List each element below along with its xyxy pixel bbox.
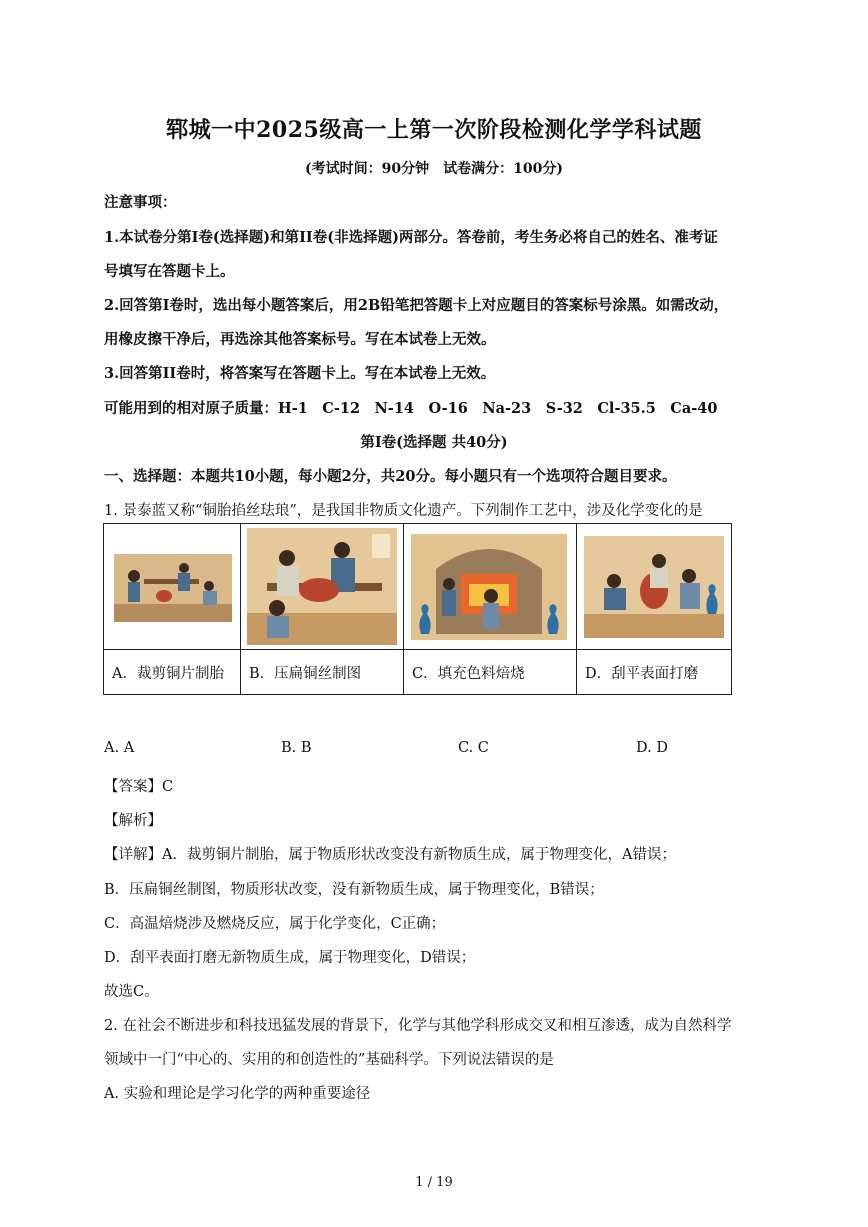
note-1-line-2: 号填写在答题卡上。 bbox=[104, 263, 235, 280]
detail-line-1: 【详解】A．裁剪铜片制胎，属于物质形状改变没有新物质生成，属于物理变化，A错误； bbox=[104, 847, 676, 863]
option-d-caption: D．刮平表面打磨 bbox=[577, 650, 732, 695]
note-2-line-2: 用橡皮擦干净后，再选涂其他答案标号。写在本试卷上无效。 bbox=[104, 331, 496, 348]
detail-line-4: D．刮平表面打磨无新物质生成，属于物理变化，D错误； bbox=[104, 950, 476, 966]
section-1-heading: 第I卷(选择题 共40分) bbox=[360, 434, 508, 451]
option-a-caption: A．裁剪铜片制胎 bbox=[104, 650, 241, 695]
choice-b: B. B bbox=[281, 740, 312, 756]
question-1-stem: 1. 景泰蓝又称“铜胎掐丝珐琅”，是我国非物质文化遗产。下列制作工艺中，涉及化学变化的是 bbox=[104, 503, 703, 519]
note-3: 3.回答第II卷时，将答案写在答题卡上。写在本试卷上无效。 bbox=[104, 365, 496, 382]
atomic-mass-line: 可能用到的相对原子质量：H-1 C-12 N-14 O-16 Na-23 S-32 Cl-35.5 Ca-40 bbox=[104, 400, 718, 417]
question-2-option-a: A. 实验和理论是学习化学的两种重要途径 bbox=[104, 1086, 371, 1102]
answer-line: 【答案】C bbox=[104, 779, 174, 795]
option-d-painting bbox=[584, 536, 724, 638]
option-b-painting bbox=[247, 528, 397, 645]
question-1-options-table bbox=[103, 523, 732, 695]
detail-line-2: B．压扁铜丝制图，物质形状改变，没有新物质生成，属于物理变化，B错误； bbox=[104, 882, 604, 898]
option-b-caption: B．压扁铜丝制图 bbox=[241, 650, 404, 695]
note-2-line-1: 2.回答第I卷时，选出每小题答案后，用2B铅笔把答题卡上对应题目的答案标号涂黑。如需改动， bbox=[104, 297, 729, 314]
option-a-painting bbox=[114, 554, 232, 622]
option-c-caption: C．填充色料焙烧 bbox=[404, 650, 577, 695]
choice-c: C. C bbox=[458, 740, 489, 756]
conclusion-line: 故选C。 bbox=[104, 984, 159, 1000]
option-c-image-cell bbox=[404, 524, 577, 650]
detail-line-3: C．高温焙烧涉及燃烧反应，属于化学变化，C正确； bbox=[104, 916, 446, 932]
page-number: 1 / 19 bbox=[415, 1175, 453, 1190]
exam-subtitle: (考试时间：90分钟 试卷满分：100分) bbox=[305, 161, 563, 177]
option-c-painting bbox=[411, 534, 567, 640]
choice-a: A. A bbox=[104, 740, 135, 756]
question-1-choices bbox=[104, 740, 804, 760]
analysis-heading: 【解析】 bbox=[104, 813, 162, 829]
option-b-image-cell bbox=[241, 524, 404, 650]
option-d-image-cell bbox=[577, 524, 732, 650]
option-a-image-cell bbox=[104, 524, 241, 650]
question-2-stem-line-1: 2. 在社会不断进步和科技迅猛发展的背景下，化学与其他学科形成交叉和相互渗透，成为自然科学 bbox=[104, 1018, 732, 1034]
notes-heading: 注意事项： bbox=[104, 194, 177, 211]
question-2-stem-line-2: 领域中一门“中心的、实用的和创造性的”基础科学。下列说法错误的是 bbox=[104, 1052, 554, 1068]
section-1-instruction: 一、选择题：本题共10小题，每小题2分，共20分。每小题只有一个选项符合题目要求。 bbox=[104, 468, 677, 485]
choice-d: D. D bbox=[636, 740, 668, 756]
exam-title: 郓城一中2025级高一上第一次阶段检测化学学科试题 bbox=[166, 117, 702, 143]
note-1-line-1: 1.本试卷分第I卷(选择题)和第II卷(非选择题)两部分。答卷前，考生务必将自己的姓名、准考证 bbox=[104, 229, 718, 246]
